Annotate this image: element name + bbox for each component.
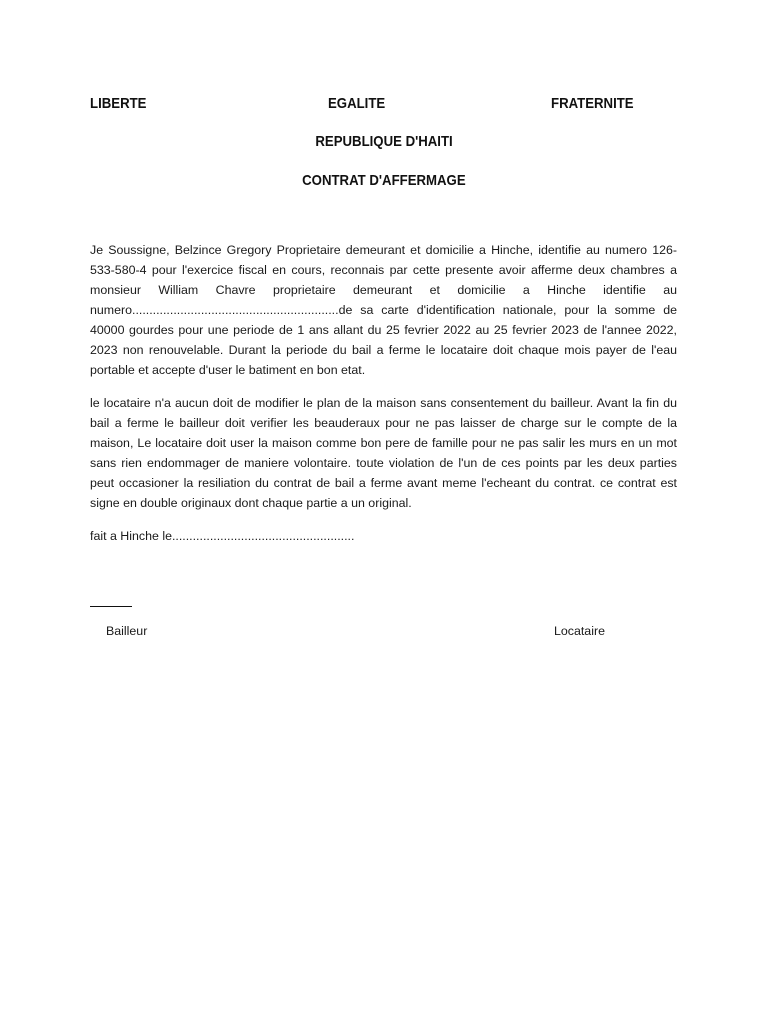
motto-liberte: LIBERTE: [90, 95, 147, 112]
paragraph-place-date: fait a Hinche le.....................................................: [90, 529, 355, 543]
paragraph-obligations: le locataire n'a aucun doit de modifier le plan de la maison sans consentement du bailleur. Avant la fin du bail a ferme le bailleur doit verifier les beauderaux pour ne pas laisser de charge sur le compte de la maison, Le locataire doit user la maison comme bon pere de famille pour ne pas salir les murs en un mot sans rien endommager de maniere volontaire. toute violation de l'un de ces points par les deux parties peut occasioner la resiliation du contrat de bail a ferme avant meme l'echeant du contrat. ce contrat est signe en double originaux dont chaque partie a un original.: [90, 396, 677, 510]
heading-contract-title: [0, 172, 768, 189]
signature-label-bailleur: Bailleur: [106, 624, 148, 638]
heading-republic: [0, 133, 768, 150]
motto-fraternite: FRATERNITE: [551, 95, 634, 112]
motto-egalite: EGALITE: [328, 95, 386, 112]
heading-contract-text: CONTRAT D'AFFERMAGE: [302, 172, 466, 189]
signature-label-locataire: Locataire: [554, 624, 605, 638]
heading-republic-text: REPUBLIQUE D'HAITI: [315, 133, 453, 150]
signature-line: [90, 606, 132, 607]
paragraph-lease-terms: Je Soussigne, Belzince Gregory Proprietaire demeurant et domicilie a Hinche, identifie au numero 126-533-580-4 pour l'exercice fiscal en cours, reconnais par cette presente avoir afferme deux chambres a monsieur William Chavre proprietaire demeurant et domicilie a Hinche identifie au numero............................................................de sa carte d'identification nationale, pour la somme de 40000 gourdes pour une periode de 1 ans allant du 25 fevrier 2022 au 25 fevrier 2023 de l'annee 2022, 2023 non renouvelable. Durant la periode du bail a ferme le locataire doit chaque mois payer de l'eau portable et accepte d'user le batiment en bon etat.: [90, 243, 677, 377]
